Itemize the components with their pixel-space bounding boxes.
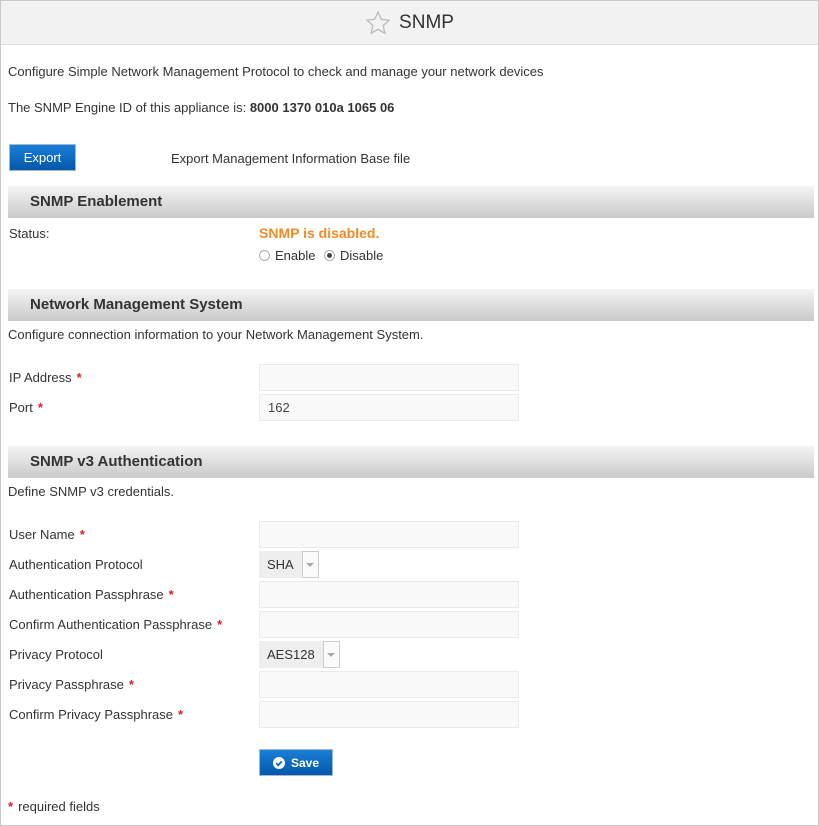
save-label: Save (290, 755, 320, 770)
status-text: SNMP is disabled. (259, 225, 380, 241)
export-description: Export Management Information Base file (171, 151, 411, 166)
port-input[interactable]: 162 (259, 394, 519, 421)
required-note (8, 799, 100, 814)
status-label: Status: (9, 226, 50, 241)
required-marker: * (217, 617, 223, 632)
label-text: User Name (9, 527, 75, 542)
v3-description: Define SNMP v3 credentials. (8, 484, 174, 499)
export-button[interactable] (9, 144, 76, 171)
privacy-protocol-select[interactable] (259, 641, 340, 668)
check-circle-icon (273, 757, 285, 769)
auth-protocol-select[interactable] (259, 551, 319, 578)
enable-label: Enable (275, 248, 316, 263)
export-button-label: Export (23, 150, 62, 165)
confirm-privacy-passphrase-label (9, 707, 183, 722)
required-marker: * (79, 527, 85, 542)
required-marker: * (168, 587, 174, 602)
ip-address-input[interactable] (259, 364, 519, 391)
label-text: IP Address (9, 370, 72, 385)
privacy-passphrase-label (9, 677, 134, 692)
label-text: Privacy Passphrase (9, 677, 124, 692)
chevron-down-icon[interactable] (302, 551, 319, 578)
save-button[interactable] (259, 749, 333, 776)
auth-protocol-value: SHA (267, 557, 294, 572)
required-marker: * (37, 400, 43, 415)
nms-description: Configure connection information to your Network Management System. (8, 327, 424, 342)
chevron-down-icon[interactable] (323, 641, 340, 668)
disable-label: Disable (340, 248, 384, 263)
auth-protocol-label: Authentication Protocol (9, 557, 143, 572)
user-name-label (9, 527, 85, 542)
disable-radio[interactable] (324, 248, 383, 263)
engine-id-value: 8000 1370 010a 1065 06 (249, 100, 395, 115)
section-snmp-enablement: SNMP Enablement (8, 186, 814, 218)
required-marker: * (128, 677, 134, 692)
radio-disable[interactable] (324, 250, 335, 261)
required-note-text: required fields (18, 799, 100, 814)
user-name-input[interactable] (259, 521, 519, 548)
label-text: Authentication Passphrase (9, 587, 164, 602)
page-title: SNMP (399, 11, 454, 33)
section-snmp-v3: SNMP v3 Authentication (8, 446, 814, 478)
label-text: Confirm Authentication Passphrase (9, 617, 213, 632)
engine-id-label: The SNMP Engine ID of this appliance is: (8, 100, 250, 115)
required-marker: * (76, 370, 82, 385)
port-label (9, 400, 43, 415)
label-text: Port (9, 400, 33, 415)
label-text: Confirm Privacy Passphrase (9, 707, 173, 722)
title-bar (1, 1, 818, 45)
intro-text: Configure Simple Network Management Protocol to check and manage your network devices (8, 64, 544, 79)
section-nms: Network Management System (8, 289, 814, 321)
privacy-protocol-label: Privacy Protocol (9, 647, 103, 662)
engine-id-line (8, 100, 394, 115)
privacy-passphrase-input[interactable] (259, 671, 519, 698)
required-marker: * (8, 799, 14, 814)
confirm-auth-passphrase-label (9, 617, 222, 632)
radio-enable[interactable] (259, 250, 270, 261)
enable-radio[interactable] (259, 248, 315, 263)
ip-address-label (9, 370, 82, 385)
confirm-privacy-passphrase-input[interactable] (259, 701, 519, 728)
star-icon[interactable] (365, 10, 391, 36)
required-marker: * (178, 707, 184, 722)
confirm-auth-passphrase-input[interactable] (259, 611, 519, 638)
privacy-protocol-value: AES128 (267, 647, 315, 662)
auth-passphrase-label (9, 587, 174, 602)
auth-passphrase-input[interactable] (259, 581, 519, 608)
